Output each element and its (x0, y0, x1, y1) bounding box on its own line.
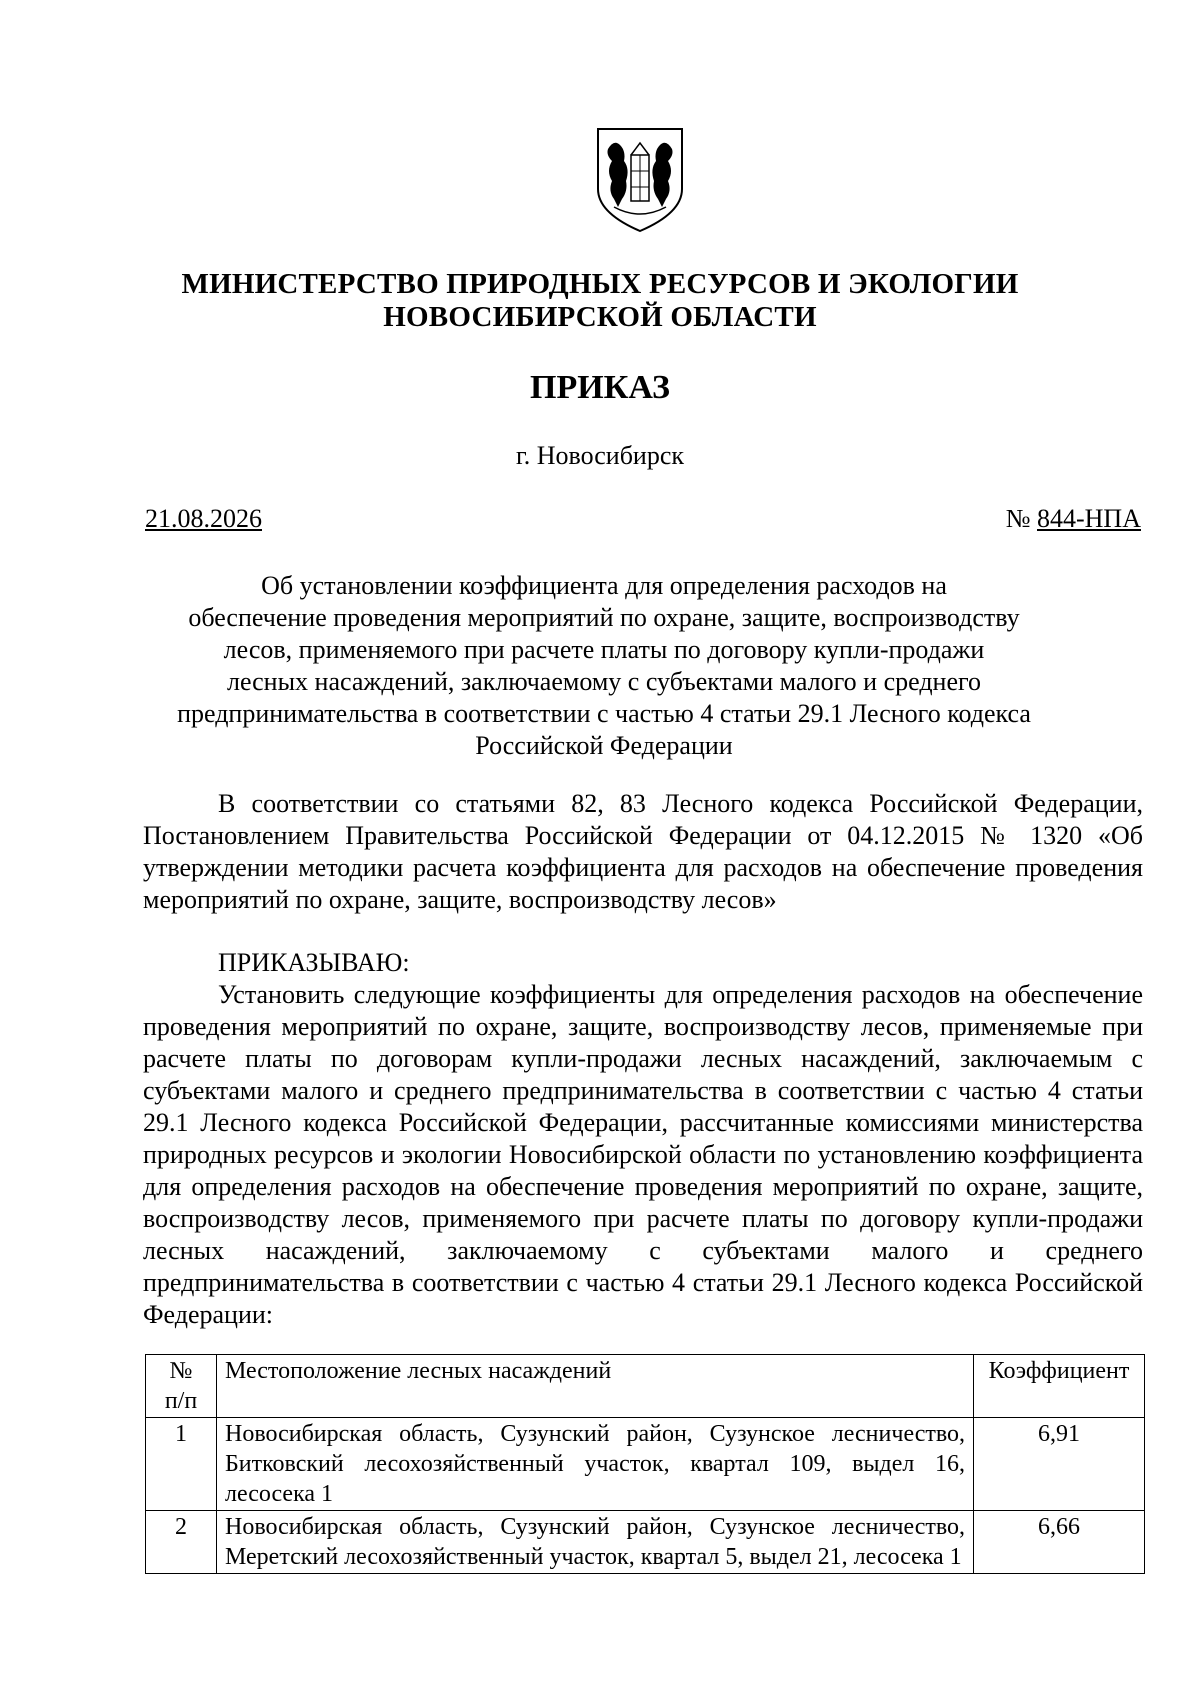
row-coefficient: 6,66 (974, 1511, 1145, 1574)
header-location: Местоположение лесных насаждений (217, 1355, 974, 1418)
subject-line: лесов, применяемого при расчете платы по договору купли-продажи (223, 635, 985, 664)
order-number-value: 844-НПА (1037, 504, 1141, 533)
header-coefficient: Коэффициент (974, 1355, 1145, 1418)
table-header-row (146, 1355, 1145, 1418)
subject-line: Об установлении коэффициента для определения расходов на (261, 571, 947, 600)
row-number: 2 (146, 1511, 217, 1574)
subject-line: обеспечение проведения мероприятий по охране, защите, воспроизводству (188, 603, 1020, 632)
document-type-title: ПРИКАЗ (530, 369, 670, 406)
decree-heading: ПРИКАЗЫВАЮ: (218, 948, 410, 977)
decree-text: Установить следующие коэффициенты для определения расходов на обеспечение проведения мероприятий по охране, защите, воспроизводству лесов, применяемые при расчете платы по договорам купли-продажи лесных насаждений, заключаемым с субъектами малого и среднего предпринимательства в соответствии с частью 4 статьи 29.1 Лесного кодекса Российской Федерации, рассчитанные комиссиями министерства природных ресурсов и экологии Новосибирской области по установлению коэффициента для определения расходов на обеспечение проведения мероприятий по охране, защите, воспроизводству лесов, применяемого при расчете платы по договору купли-продажи лесных насаждений, заключаемому с субъектами малого и среднего предпринимательства в соответствии с частью 4 статьи 29.1 Лесного кодекса Российской Федерации: (143, 980, 1143, 1329)
ministry-line-1: МИНИСТЕРСТВО ПРИРОДНЫХ РЕСУРСОВ И ЭКОЛОГИИ (181, 268, 1019, 300)
coat-of-arms-icon (594, 125, 686, 235)
header-number-sign: № (169, 1358, 193, 1384)
city-line: г. Новосибирск (515, 441, 685, 470)
row-number: 1 (146, 1418, 217, 1511)
header-number-pp: п/п (164, 1388, 198, 1414)
subject-line: предпринимательства в соответствии с частью 4 статьи 29.1 Лесного кодекса (177, 699, 1031, 728)
header-number (146, 1355, 217, 1418)
table-row (146, 1418, 1145, 1511)
row-location: Новосибирская область, Сузунский район, Сузунское лесничество, Меретский лесохозяйственный участок, квартал 5, выдел 21, лесосека 1 (217, 1511, 974, 1574)
row-coefficient: 6,91 (974, 1418, 1145, 1511)
order-number (1006, 503, 1141, 535)
decree-paragraph (143, 979, 1143, 1331)
subject-line: Российской Федерации (475, 731, 733, 760)
row-location: Новосибирская область, Сузунский район, Сузунское лесничество, Битковский лесохозяйственный участок, квартал 109, выдел 16, лесосека 1 (217, 1418, 974, 1511)
order-date: 21.08.2026 (145, 504, 262, 533)
subject-line: лесных насаждений, заключаемому с субъектами малого и среднего (226, 667, 982, 696)
coefficients-table (145, 1354, 1145, 1574)
ministry-line-2: НОВОСИБИРСКОЙ ОБЛАСТИ (383, 301, 817, 333)
ministry-name (0, 268, 1200, 334)
preamble-paragraph (143, 788, 1143, 916)
coat-of-arms-emblem (594, 125, 686, 235)
table-row (146, 1511, 1145, 1574)
order-subject (160, 570, 1048, 762)
preamble-text: В соответствии со статьями 82, 83 Лесного кодекса Российской Федерации, Постановлением Правительства Российской Федерации от 04.12.2015 № 1320 «Об утверждении методики расчета коэффициента для расходов на обеспечение проведения мероприятий по охране, защите, воспроизводству лесов» (143, 789, 1143, 914)
order-number-prefix: № (1005, 504, 1037, 533)
